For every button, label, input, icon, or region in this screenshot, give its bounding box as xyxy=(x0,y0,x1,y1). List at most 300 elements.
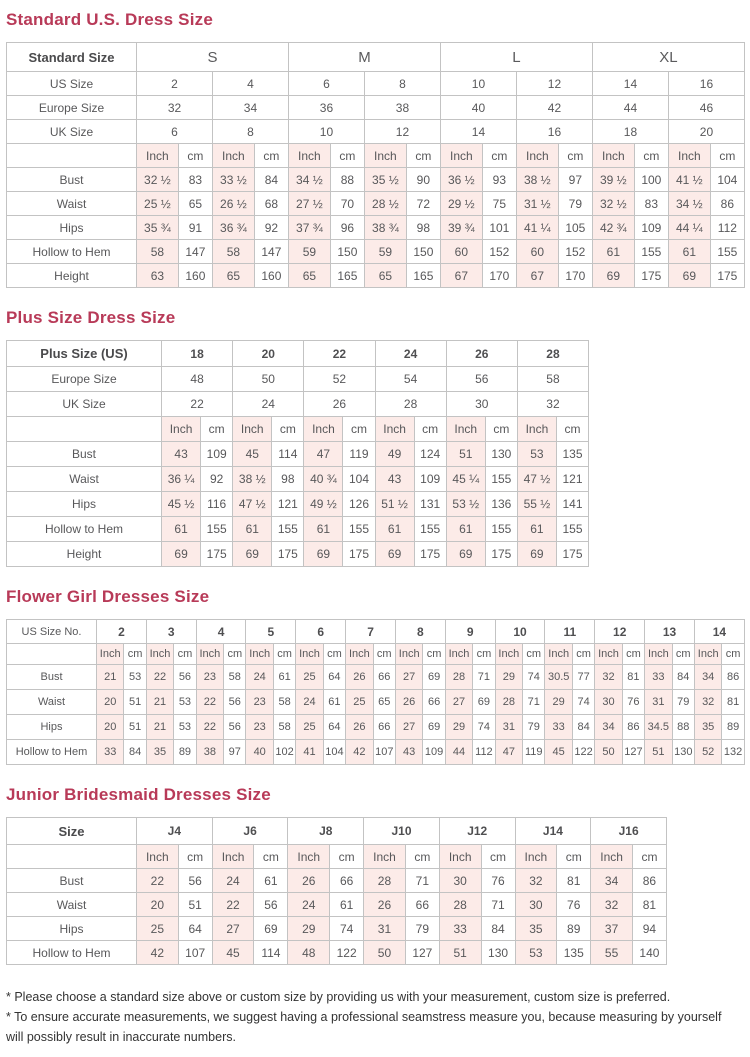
measure-cm-cell: 119 xyxy=(523,740,545,765)
unit-inch-cell: Inch xyxy=(364,845,406,869)
measure-cm-cell: 91 xyxy=(178,216,212,240)
measure-cm-cell: 76 xyxy=(622,690,644,715)
measure-cm-cell: 97 xyxy=(224,740,246,765)
footnote: * Please choose a standard size above or custom size by providing us with your measurement, custom size is preferred. xyxy=(6,990,671,1004)
row-label-cell xyxy=(7,644,97,665)
measure-inch-cell: 51 xyxy=(446,442,485,467)
size-group-cell: J4 xyxy=(137,818,213,845)
size-group-cell: M xyxy=(288,43,440,72)
measure-cm-cell: 93 xyxy=(482,168,516,192)
measure-inch-cell: 26 xyxy=(395,690,422,715)
measure-inch-cell: 42 xyxy=(346,740,373,765)
size-group-cell: 28 xyxy=(517,341,588,367)
measure-cm-cell: 84 xyxy=(572,715,594,740)
table-row xyxy=(7,917,667,941)
measure-cm-cell: 155 xyxy=(485,517,517,542)
measure-cm-cell: 58 xyxy=(224,665,246,690)
measure-cm-cell: 53 xyxy=(124,665,146,690)
measure-inch-cell: 35 xyxy=(515,917,557,941)
measure-inch-cell: 29 xyxy=(495,665,522,690)
row-label-cell: Hips xyxy=(7,492,162,517)
measure-cm-cell: 155 xyxy=(710,240,744,264)
row-label-cell: Europe Size xyxy=(7,96,137,120)
size-value-cell: 10 xyxy=(288,120,364,144)
row-label-cell: US Size xyxy=(7,72,137,96)
section-junior-bridesmaid xyxy=(6,785,744,965)
table-row xyxy=(7,893,667,917)
measure-inch-cell: 28 xyxy=(439,893,481,917)
measure-cm-cell: 160 xyxy=(254,264,288,288)
section-plus-size xyxy=(6,308,744,567)
unit-cm-cell: cm xyxy=(485,417,517,442)
plus-size-table xyxy=(6,340,589,567)
section-title-plus: Plus Size Dress Size xyxy=(6,308,176,327)
measure-cm-cell: 77 xyxy=(572,665,594,690)
measure-inch-cell: 20 xyxy=(137,893,179,917)
table-row xyxy=(7,72,745,96)
unit-cm-cell: cm xyxy=(224,644,246,665)
measure-inch-cell: 29 ½ xyxy=(440,192,482,216)
size-value-cell: 50 xyxy=(233,367,304,392)
measure-inch-cell: 42 ¾ xyxy=(592,216,634,240)
unit-cm-cell: cm xyxy=(558,144,592,168)
measure-cm-cell: 160 xyxy=(178,264,212,288)
size-group-cell: 6 xyxy=(296,620,346,644)
measure-cm-cell: 71 xyxy=(523,690,545,715)
measure-inch-cell: 33 xyxy=(645,665,672,690)
measure-inch-cell: 30 xyxy=(595,690,622,715)
measure-inch-cell: 61 xyxy=(162,517,201,542)
measure-cm-cell: 90 xyxy=(406,168,440,192)
measure-inch-cell: 61 xyxy=(592,240,634,264)
measure-inch-cell: 28 xyxy=(364,869,406,893)
measure-inch-cell: 22 xyxy=(196,715,223,740)
unit-cm-cell: cm xyxy=(710,144,744,168)
table-header-row xyxy=(7,818,667,845)
measure-inch-cell: 34 ½ xyxy=(668,192,710,216)
measure-cm-cell: 102 xyxy=(273,740,295,765)
measure-inch-cell: 26 xyxy=(364,893,406,917)
measure-inch-cell: 69 xyxy=(517,542,556,567)
measure-cm-cell: 155 xyxy=(201,517,233,542)
row-label-cell: Bust xyxy=(7,442,162,467)
measure-cm-cell: 155 xyxy=(485,467,517,492)
measure-cm-cell: 79 xyxy=(672,690,694,715)
measure-cm-cell: 84 xyxy=(124,740,146,765)
measure-inch-cell: 47 ½ xyxy=(233,492,272,517)
size-value-cell: 54 xyxy=(375,367,446,392)
measure-inch-cell: 35 ¾ xyxy=(137,216,179,240)
measure-inch-cell: 30 xyxy=(515,893,557,917)
table-row xyxy=(7,542,589,567)
measure-cm-cell: 109 xyxy=(634,216,668,240)
measure-inch-cell: 35 ½ xyxy=(364,168,406,192)
measure-cm-cell: 105 xyxy=(558,216,592,240)
size-group-cell: 12 xyxy=(595,620,645,644)
size-group-cell: J12 xyxy=(439,818,515,845)
measure-inch-cell: 43 xyxy=(162,442,201,467)
unit-cm-cell: cm xyxy=(481,845,515,869)
measure-cm-cell: 88 xyxy=(330,168,364,192)
measure-inch-cell: 39 ¾ xyxy=(440,216,482,240)
measure-inch-cell: 65 xyxy=(288,264,330,288)
unit-inch-cell: Inch xyxy=(296,644,323,665)
measure-cm-cell: 56 xyxy=(254,893,288,917)
size-value-cell: 28 xyxy=(375,392,446,417)
measure-cm-cell: 152 xyxy=(482,240,516,264)
unit-inch-cell: Inch xyxy=(446,417,485,442)
measure-inch-cell: 23 xyxy=(246,690,273,715)
measure-cm-cell: 155 xyxy=(557,517,589,542)
measure-cm-cell: 109 xyxy=(423,740,445,765)
size-value-cell: 38 xyxy=(364,96,440,120)
measure-inch-cell: 61 xyxy=(517,517,556,542)
measure-inch-cell: 35 xyxy=(694,715,721,740)
unit-cm-cell: cm xyxy=(343,417,375,442)
measure-inch-cell: 49 xyxy=(375,442,414,467)
unit-cm-cell: cm xyxy=(323,644,345,665)
measure-inch-cell: 24 xyxy=(212,869,254,893)
measure-cm-cell: 165 xyxy=(330,264,364,288)
unit-inch-cell: Inch xyxy=(196,644,223,665)
unit-cm-cell: cm xyxy=(634,144,668,168)
units-row xyxy=(7,144,745,168)
unit-inch-cell: Inch xyxy=(137,845,179,869)
measure-inch-cell: 45 ¼ xyxy=(446,467,485,492)
measure-inch-cell: 55 ½ xyxy=(517,492,556,517)
measure-inch-cell: 27 xyxy=(395,665,422,690)
measure-inch-cell: 45 xyxy=(233,442,272,467)
table-row xyxy=(7,192,745,216)
measure-inch-cell: 49 ½ xyxy=(304,492,343,517)
row-label-cell: UK Size xyxy=(7,120,137,144)
table-row xyxy=(7,367,589,392)
size-value-cell: 24 xyxy=(233,392,304,417)
size-group-cell: 18 xyxy=(162,341,233,367)
size-value-cell: 26 xyxy=(304,392,375,417)
measure-cm-cell: 175 xyxy=(710,264,744,288)
row-label-cell: Hollow to Hem xyxy=(7,740,97,765)
measure-cm-cell: 89 xyxy=(722,715,744,740)
footnotes xyxy=(6,987,744,1047)
size-group-cell: J6 xyxy=(212,818,288,845)
table-row xyxy=(7,467,589,492)
measure-inch-cell: 47 xyxy=(304,442,343,467)
unit-cm-cell: cm xyxy=(406,144,440,168)
measure-cm-cell: 58 xyxy=(273,690,295,715)
measure-inch-cell: 67 xyxy=(440,264,482,288)
unit-inch-cell: Inch xyxy=(440,144,482,168)
measure-cm-cell: 124 xyxy=(414,442,446,467)
measure-inch-cell: 25 ½ xyxy=(137,192,179,216)
measure-inch-cell: 39 ½ xyxy=(592,168,634,192)
measure-inch-cell: 51 xyxy=(645,740,672,765)
measure-inch-cell: 34 ½ xyxy=(288,168,330,192)
size-value-cell: 16 xyxy=(668,72,744,96)
measure-cm-cell: 66 xyxy=(330,869,364,893)
size-value-cell: 16 xyxy=(516,120,592,144)
measure-cm-cell: 61 xyxy=(323,690,345,715)
table-row xyxy=(7,869,667,893)
row-label-cell: Bust xyxy=(7,665,97,690)
table-row xyxy=(7,96,745,120)
measure-inch-cell: 67 xyxy=(516,264,558,288)
unit-inch-cell: Inch xyxy=(288,144,330,168)
section-title-junior: Junior Bridesmaid Dresses Size xyxy=(6,785,271,804)
measure-cm-cell: 88 xyxy=(672,715,694,740)
measure-cm-cell: 104 xyxy=(323,740,345,765)
size-value-cell: 12 xyxy=(516,72,592,96)
unit-inch-cell: Inch xyxy=(395,644,422,665)
measure-cm-cell: 69 xyxy=(423,665,445,690)
section-title-flower-girl: Flower Girl Dresses Size xyxy=(6,587,210,606)
measure-inch-cell: 69 xyxy=(592,264,634,288)
measure-cm-cell: 130 xyxy=(485,442,517,467)
measure-cm-cell: 76 xyxy=(481,869,515,893)
unit-cm-cell: cm xyxy=(124,644,146,665)
unit-inch-cell: Inch xyxy=(545,644,572,665)
measure-inch-cell: 53 xyxy=(515,941,557,965)
measure-inch-cell: 60 xyxy=(440,240,482,264)
row-label-cell: Europe Size xyxy=(7,367,162,392)
measure-cm-cell: 122 xyxy=(572,740,594,765)
measure-inch-cell: 38 ¾ xyxy=(364,216,406,240)
table-row xyxy=(7,517,589,542)
measure-inch-cell: 35 xyxy=(146,740,173,765)
measure-cm-cell: 51 xyxy=(124,690,146,715)
measure-inch-cell: 38 xyxy=(196,740,223,765)
unit-cm-cell: cm xyxy=(672,644,694,665)
unit-inch-cell: Inch xyxy=(288,845,330,869)
size-header-label-cell: Size xyxy=(7,818,137,845)
measure-cm-cell: 147 xyxy=(178,240,212,264)
measure-inch-cell: 20 xyxy=(97,715,124,740)
units-row xyxy=(7,644,745,665)
measure-cm-cell: 64 xyxy=(178,917,212,941)
measure-cm-cell: 170 xyxy=(558,264,592,288)
measure-inch-cell: 47 xyxy=(495,740,522,765)
unit-inch-cell: Inch xyxy=(246,644,273,665)
measure-cm-cell: 74 xyxy=(330,917,364,941)
measure-cm-cell: 81 xyxy=(722,690,744,715)
unit-cm-cell: cm xyxy=(272,417,304,442)
table-row xyxy=(7,715,745,740)
measure-inch-cell: 51 xyxy=(439,941,481,965)
measure-cm-cell: 97 xyxy=(558,168,592,192)
measure-cm-cell: 104 xyxy=(710,168,744,192)
measure-inch-cell: 61 xyxy=(446,517,485,542)
unit-cm-cell: cm xyxy=(201,417,233,442)
measure-cm-cell: 155 xyxy=(634,240,668,264)
row-label-cell: Hollow to Hem xyxy=(7,941,137,965)
measure-cm-cell: 56 xyxy=(224,715,246,740)
measure-inch-cell: 50 xyxy=(595,740,622,765)
measure-inch-cell: 63 xyxy=(137,264,179,288)
measure-cm-cell: 65 xyxy=(178,192,212,216)
measure-cm-cell: 155 xyxy=(343,517,375,542)
row-label-cell xyxy=(7,845,137,869)
measure-inch-cell: 27 xyxy=(212,917,254,941)
size-group-cell: 10 xyxy=(495,620,545,644)
measure-inch-cell: 34.5 xyxy=(645,715,672,740)
size-value-cell: 42 xyxy=(516,96,592,120)
measure-cm-cell: 165 xyxy=(406,264,440,288)
size-group-cell: 4 xyxy=(196,620,246,644)
measure-cm-cell: 58 xyxy=(273,715,295,740)
measure-inch-cell: 55 xyxy=(591,941,633,965)
size-value-cell: 36 xyxy=(288,96,364,120)
size-group-cell: J14 xyxy=(515,818,591,845)
section-flower-girl xyxy=(6,587,744,765)
size-value-cell: 52 xyxy=(304,367,375,392)
junior-bridesmaid-table xyxy=(6,817,667,965)
measure-cm-cell: 112 xyxy=(710,216,744,240)
measure-inch-cell: 36 ¼ xyxy=(162,467,201,492)
measure-inch-cell: 34 xyxy=(591,869,633,893)
measure-cm-cell: 150 xyxy=(406,240,440,264)
size-group-cell: 22 xyxy=(304,341,375,367)
unit-inch-cell: Inch xyxy=(304,417,343,442)
measure-inch-cell: 25 xyxy=(296,715,323,740)
measure-cm-cell: 126 xyxy=(343,492,375,517)
measure-cm-cell: 96 xyxy=(330,216,364,240)
section-title-standard: Standard U.S. Dress Size xyxy=(6,10,213,29)
measure-cm-cell: 101 xyxy=(482,216,516,240)
measure-inch-cell: 44 ¼ xyxy=(668,216,710,240)
row-label-cell: Height xyxy=(7,264,137,288)
measure-inch-cell: 69 xyxy=(668,264,710,288)
measure-cm-cell: 61 xyxy=(254,869,288,893)
measure-cm-cell: 81 xyxy=(557,869,591,893)
measure-inch-cell: 50 xyxy=(364,941,406,965)
measure-cm-cell: 64 xyxy=(323,715,345,740)
row-label-cell: Waist xyxy=(7,893,137,917)
unit-cm-cell: cm xyxy=(330,845,364,869)
row-label-cell: Hollow to Hem xyxy=(7,517,162,542)
table-row xyxy=(7,740,745,765)
measure-inch-cell: 24 xyxy=(246,665,273,690)
unit-cm-cell: cm xyxy=(405,845,439,869)
measure-cm-cell: 175 xyxy=(485,542,517,567)
measure-inch-cell: 61 xyxy=(668,240,710,264)
measure-inch-cell: 22 xyxy=(212,893,254,917)
size-group-cell: 26 xyxy=(446,341,517,367)
measure-inch-cell: 53 xyxy=(517,442,556,467)
row-label-cell: Hips xyxy=(7,917,137,941)
unit-cm-cell: cm xyxy=(373,644,395,665)
measure-inch-cell: 32 xyxy=(591,893,633,917)
size-group-cell: 13 xyxy=(645,620,695,644)
row-label-cell: Bust xyxy=(7,869,137,893)
unit-cm-cell: cm xyxy=(273,644,295,665)
measure-cm-cell: 100 xyxy=(634,168,668,192)
measure-inch-cell: 40 ¾ xyxy=(304,467,343,492)
measure-cm-cell: 175 xyxy=(634,264,668,288)
size-group-cell: L xyxy=(440,43,592,72)
table-header-row xyxy=(7,620,745,644)
measure-inch-cell: 20 xyxy=(97,690,124,715)
size-value-cell: 40 xyxy=(440,96,516,120)
measure-inch-cell: 53 ½ xyxy=(446,492,485,517)
measure-cm-cell: 89 xyxy=(557,917,591,941)
measure-inch-cell: 60 xyxy=(516,240,558,264)
measure-cm-cell: 135 xyxy=(557,442,589,467)
measure-cm-cell: 53 xyxy=(174,690,196,715)
size-value-cell: 20 xyxy=(668,120,744,144)
measure-inch-cell: 33 xyxy=(97,740,124,765)
measure-inch-cell: 21 xyxy=(97,665,124,690)
unit-cm-cell: cm xyxy=(523,644,545,665)
measure-inch-cell: 29 xyxy=(545,690,572,715)
size-group-cell: XL xyxy=(592,43,744,72)
row-label-cell: Waist xyxy=(7,690,97,715)
measure-cm-cell: 175 xyxy=(557,542,589,567)
size-group-cell: 20 xyxy=(233,341,304,367)
table-row xyxy=(7,690,745,715)
measure-cm-cell: 66 xyxy=(373,665,395,690)
size-header-label-cell: Plus Size (US) xyxy=(7,341,162,367)
measure-cm-cell: 92 xyxy=(254,216,288,240)
measure-inch-cell: 33 xyxy=(439,917,481,941)
size-value-cell: 46 xyxy=(668,96,744,120)
unit-inch-cell: Inch xyxy=(439,845,481,869)
measure-cm-cell: 98 xyxy=(272,467,304,492)
row-label-cell xyxy=(7,144,137,168)
unit-inch-cell: Inch xyxy=(694,644,721,665)
unit-inch-cell: Inch xyxy=(595,644,622,665)
measure-cm-cell: 51 xyxy=(124,715,146,740)
size-value-cell: 32 xyxy=(137,96,213,120)
measure-inch-cell: 41 xyxy=(296,740,323,765)
measure-inch-cell: 36 ¾ xyxy=(212,216,254,240)
measure-cm-cell: 127 xyxy=(405,941,439,965)
size-group-cell: 2 xyxy=(97,620,147,644)
measure-inch-cell: 65 xyxy=(212,264,254,288)
size-group-cell: 8 xyxy=(395,620,445,644)
size-group-cell: 3 xyxy=(146,620,196,644)
measure-cm-cell: 98 xyxy=(406,216,440,240)
measure-inch-cell: 37 ¾ xyxy=(288,216,330,240)
measure-cm-cell: 116 xyxy=(201,492,233,517)
measure-cm-cell: 74 xyxy=(523,665,545,690)
measure-inch-cell: 32 ½ xyxy=(592,192,634,216)
measure-cm-cell: 94 xyxy=(632,917,666,941)
size-value-cell: 6 xyxy=(137,120,213,144)
measure-cm-cell: 175 xyxy=(272,542,304,567)
measure-inch-cell: 21 xyxy=(146,715,173,740)
measure-cm-cell: 51 xyxy=(178,893,212,917)
measure-inch-cell: 58 xyxy=(212,240,254,264)
measure-cm-cell: 76 xyxy=(557,893,591,917)
measure-cm-cell: 70 xyxy=(330,192,364,216)
measure-cm-cell: 155 xyxy=(272,517,304,542)
unit-inch-cell: Inch xyxy=(375,417,414,442)
measure-cm-cell: 150 xyxy=(330,240,364,264)
measure-cm-cell: 86 xyxy=(622,715,644,740)
measure-inch-cell: 27 ½ xyxy=(288,192,330,216)
unit-cm-cell: cm xyxy=(473,644,495,665)
measure-inch-cell: 25 xyxy=(296,665,323,690)
measure-cm-cell: 74 xyxy=(572,690,594,715)
unit-inch-cell: Inch xyxy=(592,144,634,168)
measure-inch-cell: 58 xyxy=(137,240,179,264)
unit-inch-cell: Inch xyxy=(515,845,557,869)
measure-inch-cell: 51 ½ xyxy=(375,492,414,517)
measure-cm-cell: 84 xyxy=(672,665,694,690)
measure-inch-cell: 28 xyxy=(445,665,472,690)
row-label-cell: Waist xyxy=(7,467,162,492)
measure-inch-cell: 22 xyxy=(137,869,179,893)
